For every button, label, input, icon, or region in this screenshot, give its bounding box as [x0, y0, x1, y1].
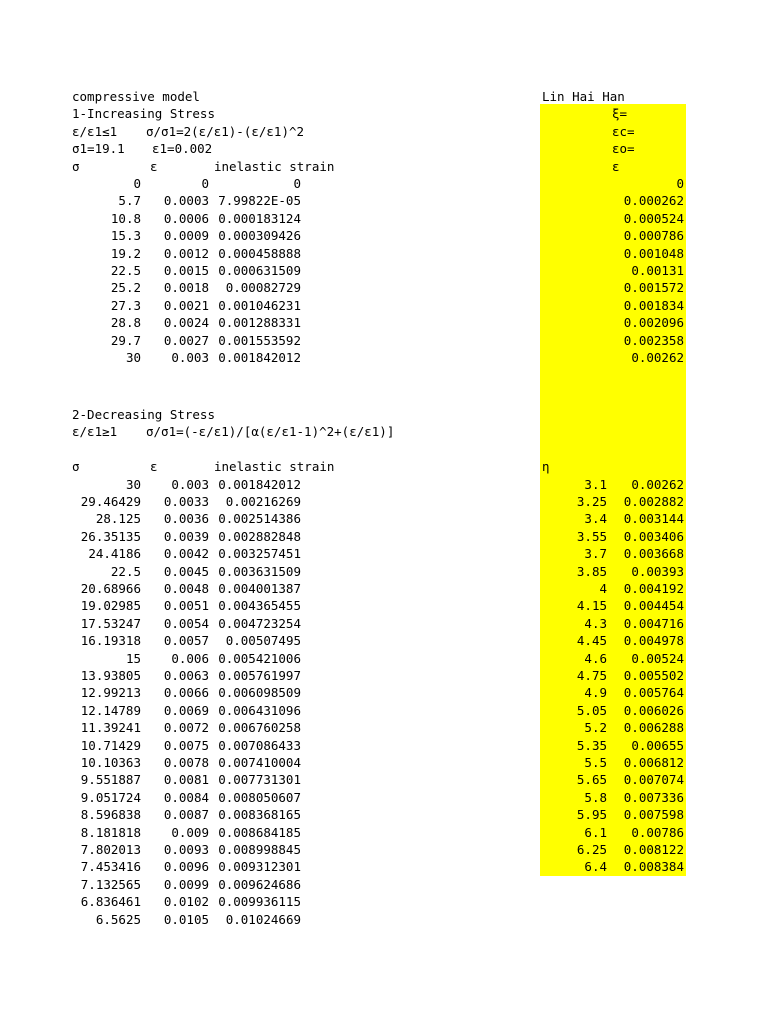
eps-right-value: 0.00262 [631, 476, 684, 492]
sigma-value: 15 [125, 650, 141, 666]
inelastic-value: 0.009624686 [218, 876, 301, 892]
eps-value: 0.0003 [163, 193, 209, 209]
eps-right-value: 0.007074 [623, 772, 684, 788]
inelastic-value: 0.001288331 [218, 315, 301, 331]
inelastic-value: 0.001842012 [218, 476, 301, 492]
eps-right-value: 0.006812 [623, 755, 684, 770]
eta-value: 6.1 [584, 824, 607, 840]
eps-value: 0.0096 [163, 859, 209, 875]
inelastic-value: 0.00216269 [225, 494, 301, 509]
eta-value: 5.8 [584, 789, 607, 805]
sigma-value: 16.19318 [80, 633, 141, 649]
inelastic-value: 0.00507495 [225, 633, 301, 649]
eps-right-value: 0.003668 [623, 546, 684, 562]
eps-right-value: 0.007598 [623, 807, 684, 823]
inelastic-value: 0.00082729 [225, 280, 301, 296]
formula-increasing: σ/σ1=2(ε/ε1)-(ε/ε1)^2 [146, 123, 305, 139]
eps-value: 0.009 [171, 824, 209, 840]
inelastic-value: 7.99822E-05 [218, 193, 301, 209]
sigma-value: 28.8 [110, 315, 141, 331]
eps-right-value: 0.000262 [623, 193, 684, 209]
eps-value: 0.0045 [163, 563, 209, 579]
inelastic-value: 0.004723254 [218, 615, 301, 631]
inelastic-value: 0.005761997 [218, 668, 301, 683]
eps-value: 0.0042 [163, 546, 209, 562]
eps-right-value: 0.006026 [623, 702, 684, 718]
inelastic-value: 0.005421006 [218, 650, 301, 666]
eps-right-value: 0.005502 [623, 668, 684, 683]
eps-value: 0.0036 [163, 511, 209, 527]
eps-value: 0.0057 [163, 633, 209, 649]
eps-value: 0.0006 [163, 210, 209, 226]
eps-value: 0.003 [171, 350, 209, 365]
formula-decreasing: σ/σ1=(-ε/ε1)/[α(ε/ε1-1)^2+(ε/ε1)] [146, 424, 395, 440]
sigma-value: 7.453416 [80, 859, 141, 875]
eps-right-value: 0.007336 [623, 789, 684, 805]
sigma-value: 7.802013 [80, 842, 141, 857]
eta-value: 4.75 [576, 668, 607, 683]
eta-value: 3.4 [584, 511, 607, 527]
section-heading-increasing: 1-Increasing Stress [72, 106, 215, 122]
sigma-value: 0 [133, 176, 141, 191]
eps-value: 0.0099 [163, 876, 209, 892]
eps-value: 0.0024 [163, 315, 209, 331]
inelastic-value: 0.002882848 [218, 528, 301, 544]
sigma-value: 5.7 [118, 193, 141, 209]
inelastic-value: 0.000631509 [218, 263, 301, 278]
sigma-value: 12.14789 [80, 702, 141, 718]
col-header-inelastic: inelastic strain [214, 158, 335, 174]
eps-value: 0.006 [171, 650, 209, 666]
sigma-value: 25.2 [110, 280, 141, 296]
inelastic-value: 0.001553592 [218, 332, 301, 348]
param-label: εo= [612, 141, 635, 157]
sigma-value: 26.35135 [80, 528, 141, 544]
eta-value: 5.05 [576, 702, 607, 718]
eps-value: 0.003 [171, 476, 209, 492]
eps-value: 0.0102 [163, 894, 209, 910]
sigma-value: 7.132565 [80, 876, 141, 892]
eta-value: 5.95 [576, 807, 607, 823]
inelastic-value: 0.000309426 [218, 228, 301, 244]
eta-value: 3.85 [576, 563, 607, 579]
sigma-value: 8.596838 [80, 807, 141, 823]
sigma-value: 11.39241 [80, 720, 141, 736]
eps-value: 0.0012 [163, 245, 209, 261]
sigma-value: 12.99213 [80, 685, 141, 701]
eps-right-value: 0.005764 [623, 685, 684, 701]
sigma-value: 29.7 [110, 332, 141, 348]
eta-value: 3.1 [584, 476, 607, 492]
sigma-value: 10.8 [110, 210, 141, 226]
eps-value: 0.0093 [163, 842, 209, 857]
eta-value: 5.2 [584, 720, 607, 736]
col-header-eta: η [542, 459, 550, 475]
eps-right-value: 0.002096 [623, 315, 684, 331]
eta-value: 6.4 [584, 859, 607, 875]
sigma-value: 6.5625 [95, 911, 141, 927]
eps-right-value: 0.004716 [623, 615, 684, 631]
sigma-value: 19.02985 [80, 598, 141, 614]
param-label: ξ= [612, 106, 628, 122]
eps-value: 0.0021 [163, 297, 209, 313]
inelastic-value: 0 [293, 176, 301, 191]
eta-value: 3.7 [584, 546, 607, 562]
inelastic-value: 0.003631509 [218, 563, 301, 579]
eps-right-value: 0.00655 [631, 737, 684, 753]
eps-right-value: 0.00131 [631, 263, 684, 278]
sigma-value: 15.3 [110, 228, 141, 244]
section-heading-decreasing: 2-Decreasing Stress [72, 407, 215, 422]
eta-value: 3.25 [576, 494, 607, 509]
eps-right-value: 0.000524 [623, 210, 684, 226]
eps-right-value: 0.001834 [623, 297, 684, 313]
eps-value: 0.0081 [163, 772, 209, 788]
eps-value: 0.0063 [163, 668, 209, 683]
col-header-sigma: σ [72, 158, 80, 174]
inelastic-value: 0.01024669 [225, 911, 301, 927]
sigma-value: 20.68966 [80, 581, 141, 596]
sigma-value: 9.051724 [80, 789, 141, 805]
sigma-value: 8.181818 [80, 824, 141, 840]
inelastic-value: 0.001046231 [218, 297, 301, 313]
eps-value: 0.0033 [163, 494, 209, 509]
inelastic-value: 0.008684185 [218, 824, 301, 840]
eps-right-value: 0.003406 [623, 528, 684, 544]
sigma-value: 30 [125, 350, 141, 365]
eps-value: 0.0078 [163, 755, 209, 770]
col-header-eps-right: ε [612, 158, 620, 174]
eps-value: 0.0048 [163, 581, 209, 596]
eta-value: 4.15 [576, 598, 607, 614]
model-title: compressive model [72, 89, 200, 104]
col-header-eps: ε [150, 459, 158, 475]
eps-value: 0.0009 [163, 228, 209, 244]
eps-right-value: 0.00262 [631, 350, 684, 365]
right-title: Lin Hai Han [542, 89, 625, 104]
eps-right-value: 0.003144 [623, 511, 684, 527]
eta-value: 5.5 [584, 755, 607, 770]
param-label: εc= [612, 123, 635, 139]
sigma-value: 17.53247 [80, 615, 141, 631]
col-header-sigma: σ [72, 459, 80, 475]
eta-value: 4.6 [584, 650, 607, 666]
col-header-eps: ε [150, 158, 158, 174]
eps-value: 0.0027 [163, 332, 209, 348]
sigma-value: 30 [125, 476, 141, 492]
sigma-value: 22.5 [110, 563, 141, 579]
eps-value: 0 [201, 176, 209, 191]
inelastic-value: 0.004001387 [218, 581, 301, 596]
eps-right-value: 0.002358 [623, 332, 684, 348]
eta-value: 4.3 [584, 615, 607, 631]
eps-value: 0.0069 [163, 702, 209, 718]
sigma-value: 28.125 [95, 511, 141, 527]
eps-right-value: 0.000786 [623, 228, 684, 244]
eps-value: 0.0051 [163, 598, 209, 614]
sigma-value: 27.3 [110, 297, 141, 313]
inelastic-value: 0.008368165 [218, 807, 301, 823]
eps-right-value: 0.004454 [623, 598, 684, 614]
eta-value: 5.65 [576, 772, 607, 788]
eps-right-value: 0.008384 [623, 859, 684, 875]
sigma-value: 29.46429 [80, 494, 141, 509]
sigma-value: 6.836461 [80, 894, 141, 910]
eps-value: 0.0087 [163, 807, 209, 823]
sigma-value: 10.71429 [80, 737, 141, 753]
sigma-value: 13.93805 [80, 668, 141, 683]
sigma-value: 10.10363 [80, 755, 141, 770]
eps-value: 0.0018 [163, 280, 209, 296]
eps-value: 0.0084 [163, 789, 209, 805]
eps-right-value: 0.006288 [623, 720, 684, 736]
col-header-inelastic: inelastic strain [214, 459, 335, 475]
inelastic-value: 0.004365455 [218, 598, 301, 614]
inelastic-value: 0.006760258 [218, 720, 301, 736]
sigma-value: 22.5 [110, 263, 141, 278]
eta-value: 5.35 [576, 737, 607, 753]
inelastic-value: 0.000183124 [218, 210, 301, 226]
eps-value: 0.0039 [163, 528, 209, 544]
eps-value: 0.0105 [163, 911, 209, 927]
sigma-value: 9.551887 [80, 772, 141, 788]
eps-right-value: 0.008122 [623, 842, 684, 857]
eta-value: 4.9 [584, 685, 607, 701]
eps-right-value: 0.001048 [623, 245, 684, 261]
inelastic-value: 0.002514386 [218, 511, 301, 527]
eta-value: 6.25 [576, 842, 607, 857]
condition-decreasing: ε/ε1≥1 [72, 424, 118, 440]
sigma-value: 24.4186 [88, 546, 141, 562]
eps-right-value: 0.002882 [623, 494, 684, 509]
eps-value: 0.0015 [163, 263, 209, 278]
eps-right-value: 0.00393 [631, 563, 684, 579]
inelastic-value: 0.008050607 [218, 789, 301, 805]
inelastic-value: 0.007410004 [218, 755, 301, 770]
sigma-value: 19.2 [110, 245, 141, 261]
inelastic-value: 0.009312301 [218, 859, 301, 875]
condition-increasing: ε/ε1≤1 [72, 123, 118, 139]
inelastic-value: 0.006098509 [218, 685, 301, 701]
eps-right-value: 0.004978 [623, 633, 684, 649]
eta-value: 3.55 [576, 528, 607, 544]
param-sigma1: σ1=19.1 [72, 141, 125, 157]
eps-right-value: 0.00524 [631, 650, 684, 666]
eps-value: 0.0075 [163, 737, 209, 753]
eps-right-value: 0 [676, 176, 684, 191]
inelastic-value: 0.007731301 [218, 772, 301, 788]
eps-right-value: 0.001572 [623, 280, 684, 296]
inelastic-value: 0.001842012 [218, 350, 301, 365]
eps-value: 0.0072 [163, 720, 209, 736]
eps-value: 0.0054 [163, 615, 209, 631]
eps-right-value: 0.00786 [631, 824, 684, 840]
inelastic-value: 0.007086433 [218, 737, 301, 753]
eta-value: 4.45 [576, 633, 607, 649]
inelastic-value: 0.008998845 [218, 842, 301, 857]
inelastic-value: 0.009936115 [218, 894, 301, 910]
inelastic-value: 0.003257451 [218, 546, 301, 562]
inelastic-value: 0.000458888 [218, 245, 301, 261]
eps-value: 0.0066 [163, 685, 209, 701]
inelastic-value: 0.006431096 [218, 702, 301, 718]
eta-value: 4 [599, 581, 607, 596]
eps-right-value: 0.004192 [623, 581, 684, 596]
param-eps1: ε1=0.002 [152, 141, 213, 157]
